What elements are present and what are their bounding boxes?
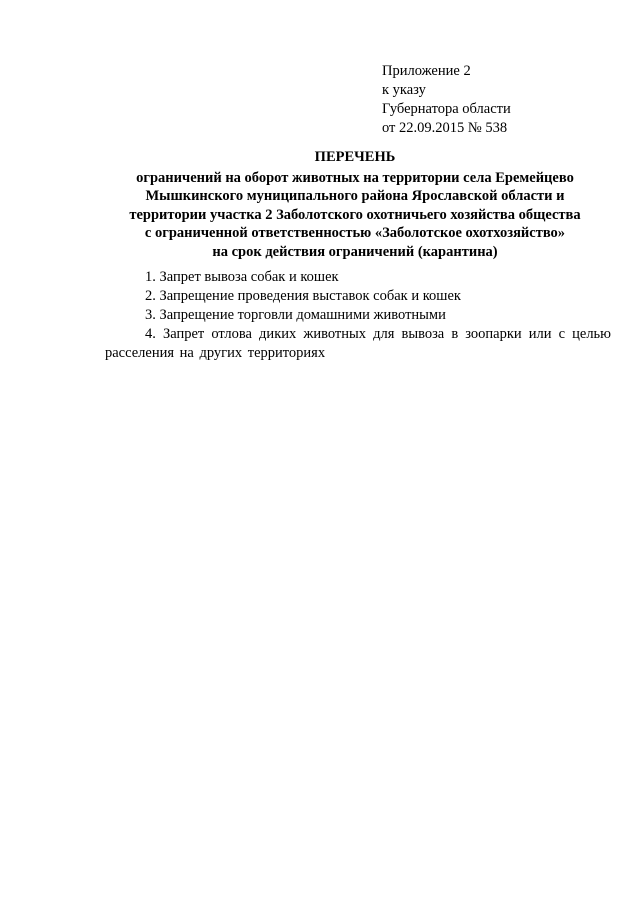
appendix-number: Приложение 2 <box>382 63 471 79</box>
document-subtitle <box>100 169 610 262</box>
appendix-date-number: от 22.09.2015 № 538 <box>382 120 508 136</box>
subtitle-line: ограничений на оборот животных на территории села Еремейцево <box>136 169 574 186</box>
list-item: 2. Запрещение проведения выставок собак и кошек <box>145 288 461 304</box>
subtitle-line: с ограниченной ответственностью «Заболотское охотхозяйство» <box>144 225 566 241</box>
appendix-issuer: Губернатора области <box>382 101 511 117</box>
document-title: ПЕРЕЧЕНЬ <box>314 149 396 165</box>
restrictions-list <box>105 268 611 363</box>
appendix-reference <box>382 62 511 138</box>
list-item: 4. Запрет отлова диких животных для вывоза в зоопарки или с целью расселения на других территориях <box>105 326 611 361</box>
appendix-decree-ref: к указу <box>382 82 426 98</box>
list-item: 3. Запрещение торговли домашними животными <box>145 307 446 323</box>
subtitle-line: Мышкинского муниципального района Ярославской области и <box>145 188 565 204</box>
subtitle-line: на срок действия ограничений (карантина) <box>212 243 498 260</box>
document-heading <box>100 148 610 261</box>
list-item: 1. Запрет вывоза собак и кошек <box>145 269 339 285</box>
subtitle-line: территории участка 2 Заболотского охотничьего хозяйства общества <box>129 206 581 223</box>
